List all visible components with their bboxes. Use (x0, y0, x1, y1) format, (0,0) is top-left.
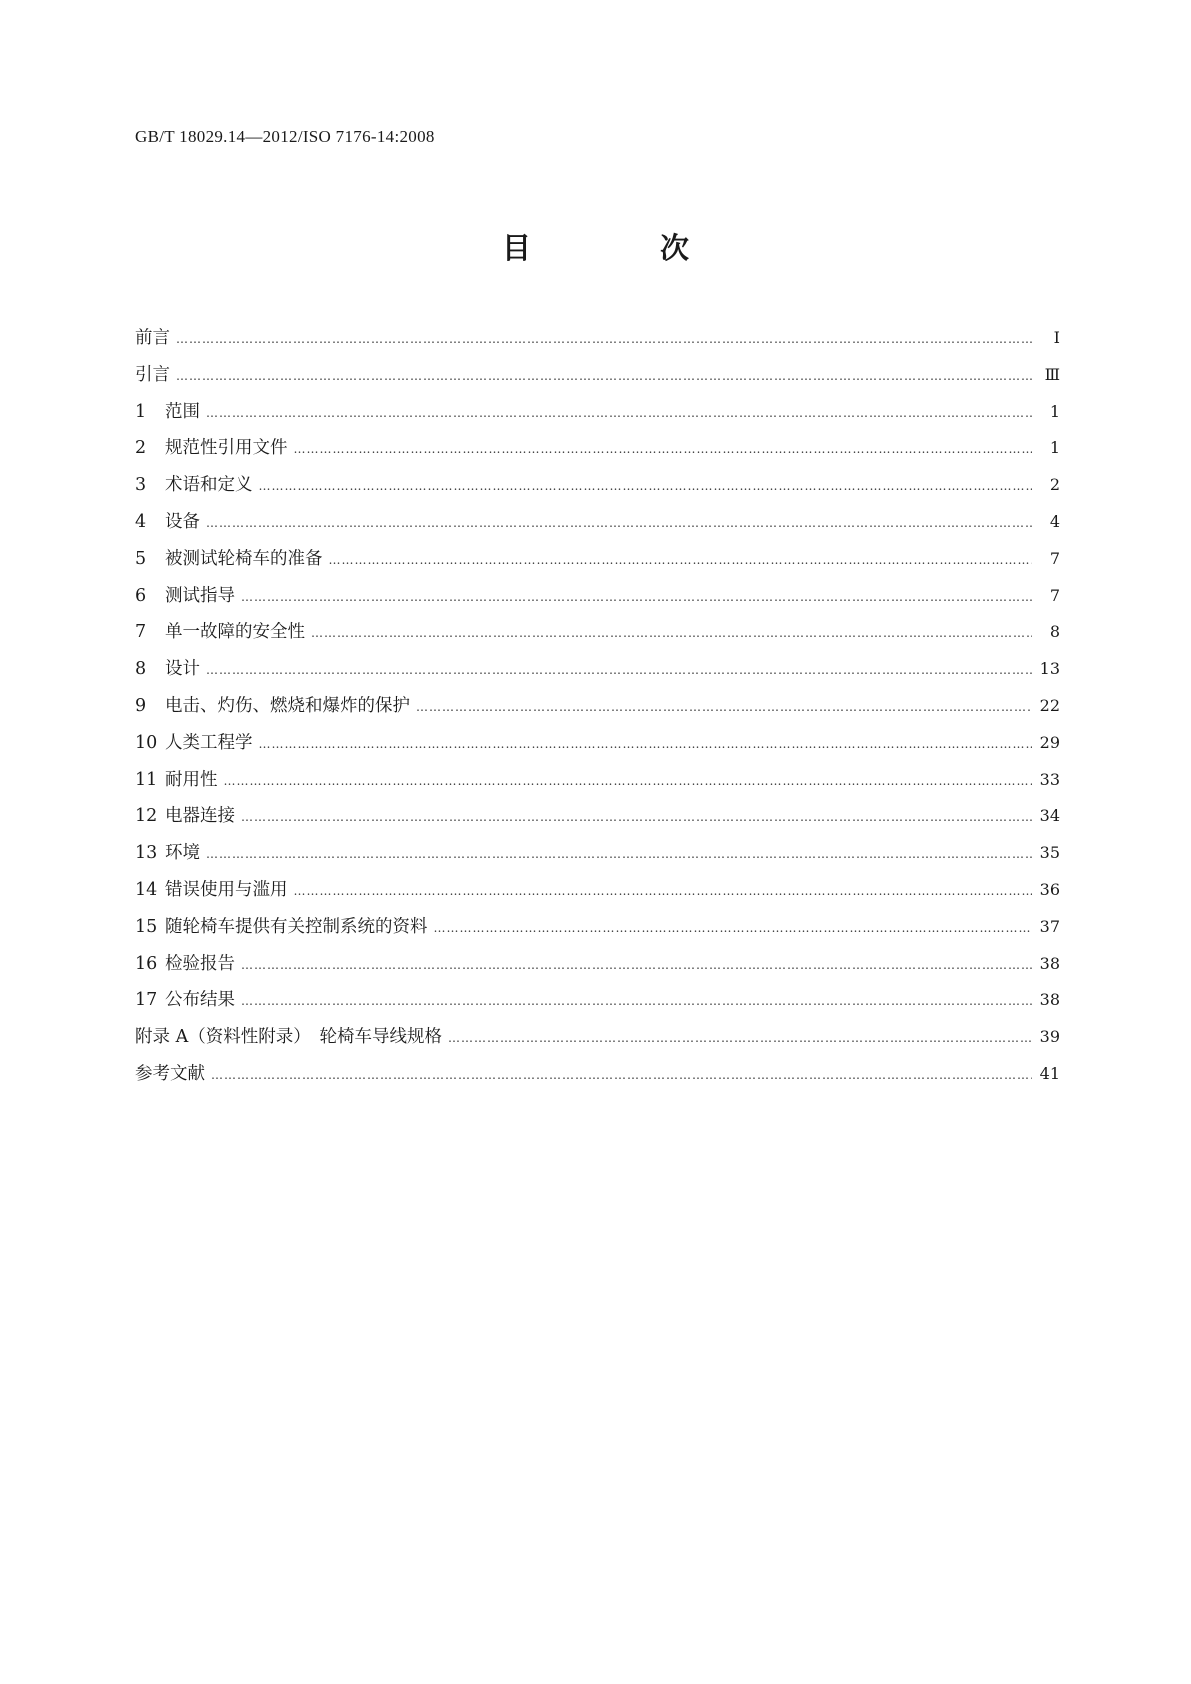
toc-entry-title: 电器连接 (165, 806, 235, 827)
toc-entry-number: 12 (135, 806, 158, 827)
toc-page-number: 35 (1039, 843, 1060, 863)
toc-page-number: 38 (1039, 990, 1060, 1010)
toc-entry-label (135, 357, 170, 394)
toc-page-number: 1 (1049, 401, 1060, 421)
toc-page-number: 8 (1049, 622, 1060, 642)
toc-entry[interactable] (135, 688, 1060, 725)
toc-entry-number: 8 (135, 659, 147, 680)
toc-entry-number: 3 (135, 475, 147, 496)
toc-page-number: 34 (1039, 806, 1060, 826)
toc-leader-dots (448, 1020, 1032, 1057)
toc-leader-dots (416, 689, 1032, 726)
toc-entry-label (135, 504, 200, 541)
toc-leader-dots (241, 983, 1032, 1020)
toc-leader-dots (259, 468, 1033, 505)
toc-page-number: Ⅲ (1044, 364, 1060, 384)
toc-page-number: 22 (1039, 695, 1060, 715)
toc-entry-number: 4 (135, 511, 147, 532)
toc-entry-label (135, 651, 200, 688)
toc-leader-dots (434, 910, 1033, 947)
toc-entry[interactable] (135, 651, 1060, 688)
toc-entry-title: 引言 (135, 364, 170, 385)
toc-entry-title: 随轮椅车提供有关控制系统的资料 (165, 916, 428, 937)
toc-leader-dots (206, 395, 1032, 432)
toc-entry-title: 被测试轮椅车的准备 (165, 548, 323, 569)
toc-entry[interactable] (135, 467, 1060, 504)
toc-page-number: 41 (1039, 1063, 1060, 1083)
toc-entry-number: 5 (135, 548, 147, 569)
toc-entry-number: 11 (135, 769, 158, 790)
toc-entry-label (135, 798, 235, 835)
toc-leader-dots (176, 358, 1032, 395)
toc-entry-number: 10 (135, 732, 158, 753)
toc-entry-title: 电击、灼伤、燃烧和爆炸的保护 (165, 695, 410, 716)
toc-entry-number: 13 (135, 843, 158, 864)
toc-entry[interactable] (135, 946, 1060, 983)
toc-entry[interactable] (135, 762, 1060, 799)
toc-entry[interactable] (135, 541, 1060, 578)
toc-entry-title: 参考文献 (135, 1063, 205, 1084)
toc-page-number: 7 (1049, 548, 1060, 568)
toc-entry-label (135, 872, 288, 909)
toc-entry-label (135, 982, 235, 1019)
toc-page-number: 36 (1039, 879, 1060, 899)
toc-entry[interactable] (135, 1019, 1060, 1056)
toc-entry-title: 术语和定义 (165, 475, 253, 496)
toc-leader-dots (211, 1057, 1032, 1094)
toc-entry[interactable] (135, 1056, 1060, 1093)
table-of-contents (135, 320, 1060, 1093)
toc-leader-dots (241, 799, 1032, 836)
toc-entry-title: 检验报告 (165, 953, 235, 974)
toc-page-number: Ⅰ (1053, 328, 1060, 347)
toc-entry[interactable] (135, 504, 1060, 541)
toc-entry-number: 2 (135, 438, 147, 459)
toc-entry-title: 单一故障的安全性 (165, 622, 305, 643)
toc-entry-title: 附录 A（资料性附录） 轮椅车导线规格 (135, 1027, 442, 1048)
toc-page-number: 38 (1039, 953, 1060, 973)
toc-entry[interactable] (135, 835, 1060, 872)
toc-entry-number: 15 (135, 916, 158, 937)
toc-entry[interactable] (135, 394, 1060, 431)
toc-page-number: 37 (1039, 916, 1060, 936)
toc-page-number: 39 (1039, 1027, 1060, 1047)
toc-entry[interactable] (135, 909, 1060, 946)
toc-entry-title: 设备 (165, 511, 200, 532)
toc-leader-dots (294, 873, 1033, 910)
toc-entry[interactable] (135, 982, 1060, 1019)
toc-entry-number: 17 (135, 990, 158, 1011)
toc-page-number: 1 (1049, 438, 1060, 458)
toc-entry[interactable] (135, 614, 1060, 651)
toc-entry-label (135, 541, 323, 578)
toc-entry-label (135, 467, 253, 504)
toc-entry[interactable] (135, 357, 1060, 394)
toc-leader-dots (241, 579, 1032, 616)
toc-page-number: 29 (1039, 732, 1060, 752)
toc-entry-label (135, 1019, 442, 1056)
toc-leader-dots (176, 321, 1032, 358)
toc-leader-dots (311, 615, 1032, 652)
toc-entry-number: 14 (135, 879, 158, 900)
toc-entry-label (135, 614, 305, 651)
toc-entry[interactable] (135, 725, 1060, 762)
toc-entry-label (135, 578, 235, 615)
toc-leader-dots (224, 763, 1033, 800)
toc-entry-title: 测试指导 (165, 585, 235, 606)
toc-entry-title: 设计 (165, 659, 200, 680)
toc-page-number: 2 (1049, 475, 1060, 495)
toc-entry-label (135, 394, 200, 431)
toc-entry[interactable] (135, 320, 1060, 357)
toc-entry-title: 人类工程学 (165, 732, 253, 753)
toc-page-number: 7 (1049, 585, 1060, 605)
toc-leader-dots (329, 542, 1033, 579)
toc-entry-title: 错误使用与滥用 (165, 879, 288, 900)
toc-entry-number: 7 (135, 622, 147, 643)
page-title: 目 次 (501, 231, 739, 265)
toc-entry[interactable] (135, 578, 1060, 615)
toc-leader-dots (206, 836, 1032, 873)
toc-entry-label (135, 688, 410, 725)
toc-entry-title: 范围 (165, 401, 200, 422)
toc-leader-dots (241, 947, 1032, 984)
toc-page-number: 4 (1049, 511, 1060, 531)
toc-leader-dots (294, 431, 1033, 468)
toc-entry-number: 6 (135, 585, 147, 606)
toc-entry-label (135, 946, 235, 983)
toc-entry-label (135, 1056, 205, 1093)
toc-entry-title: 规范性引用文件 (165, 438, 288, 459)
toc-leader-dots (206, 505, 1032, 542)
toc-entry-title: 公布结果 (165, 990, 235, 1011)
toc-entry-number: 1 (135, 401, 147, 422)
toc-leader-dots (259, 726, 1033, 763)
toc-entry-label (135, 909, 428, 946)
toc-entry-label (135, 320, 170, 357)
toc-entry-label (135, 725, 253, 762)
toc-entry[interactable] (135, 798, 1060, 835)
toc-page-number: 33 (1039, 769, 1060, 789)
toc-entry-label (135, 762, 218, 799)
toc-entry-label (135, 835, 200, 872)
toc-entry-number: 9 (135, 695, 147, 716)
toc-entry-label (135, 430, 288, 467)
toc-entry[interactable] (135, 872, 1060, 909)
toc-entry-title: 环境 (165, 843, 200, 864)
toc-page-number: 13 (1039, 659, 1060, 679)
document-code-header: GB/T 18029.14—2012/ISO 7176-14:2008 (135, 127, 435, 146)
toc-entry-number: 16 (135, 953, 158, 974)
toc-leader-dots (206, 652, 1032, 689)
toc-entry-title: 前言 (135, 328, 170, 348)
toc-entry[interactable] (135, 430, 1060, 467)
toc-entry-title: 耐用性 (165, 769, 218, 790)
